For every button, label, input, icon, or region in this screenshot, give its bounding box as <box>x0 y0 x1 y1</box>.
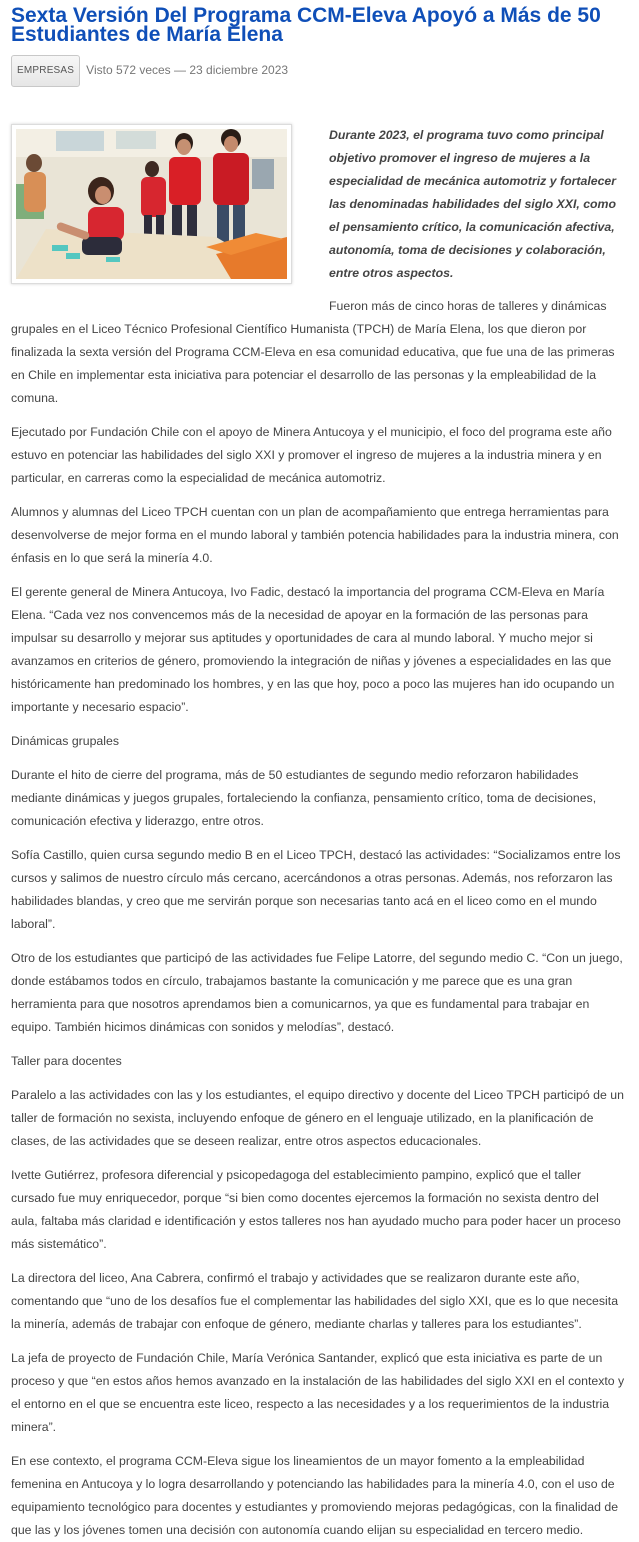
paragraph-4: El gerente general de Minera Antucoya, Ivo Fadic, destacó la importancia del programa CCM-Eleva en María Elena. “Cada vez nos convencemos más de la necesidad de apoyar en la formación de las personas para impulsar su desarrollo y mejorar sus aptitudes y oportunidades de cara al mundo laboral. Y mucho mejor si avanzamos en criterios de género, promoviendo la integración de niñas y jóvenes a especialidades en las que históricamente han predominado los hombres, y en las que hoy, poco a poco las mujeres han ido ocupando un importante y necesario espacio”. <box>11 585 615 714</box>
paragraph-9: Ivette Gutiérrez, profesora diferencial y psicopedagoga del establecimiento pampino, explicó que el taller cursado fue muy enriquecedor, porque “si bien como docentes ejercemos la formación no sexista dentro del aula, faltaba más claridad e identificación y estos talleres nos han ayudado mucho para poder hacer un proceso más sistemático”. <box>11 1168 621 1251</box>
paragraph-3: Alumnos y alumnas del Liceo TPCH cuentan con un plan de acompañamiento que entrega herramientas para desenvolverse de mejor forma en el mundo laboral y también potencia habilidades para la industria minera, con énfasis en lo que será la minería 4.0. <box>11 505 619 565</box>
paragraph-7: Otro de los estudiantes que participó de las actividades fue Felipe Latorre, del segundo medio C. “Con un juego, donde estábamos todos en círculo, trabajamos bastante la comunicación y me parece que es una gran herramienta para que nosotros aprendamos bien a comunicarnos, ya que es fundamental para trabajar en equipo. También hicimos dinámicas con sonidos y melodías”, destacó. <box>11 951 623 1034</box>
article-meta <box>11 55 628 87</box>
paragraph-6: Sofía Castillo, quien cursa segundo medio B en el Liceo TPCH, destacó las actividades: “Socializamos entre los cursos y salimos de nuestro círculo más cercano, acercándonos a otras personas. Además, nos reforzaron las habilidades blandas, y creo que me servirán porque son necesarias tanto acá en el liceo como en el mundo laboral”. <box>11 848 621 931</box>
paragraph-5: Durante el hito de cierre del programa, más de 50 estudiantes de segundo medio reforzaron habilidades mediante dinámicas y juegos grupales, fortaleciendo la confianza, pensamiento crítico, toma de decisiones, comunicación efectiva y liderazgo, entre otros. <box>11 768 597 828</box>
paragraph-8: Paralelo a las actividades con las y los estudiantes, el equipo directivo y docente del Liceo TPCH participó de un taller de formación no sexista, incluyendo enfoque de género en el lenguaje utilizado, en la planificación de clases, de las actividades que se deseen realizar, entre otros aspectos educacionales. <box>11 1088 624 1148</box>
category-tag-button[interactable]: EMPRESAS <box>11 55 80 87</box>
views-and-date: Visto 572 veces — 23 diciembre 2023 <box>86 63 289 77</box>
paragraph-1: Fueron más de cinco horas de talleres y dinámicas grupales en el Liceo Técnico Profesional Científico Humanista (TPCH) de María Elena, los que dieron por finalizada la sexta versión del Programa CCM-Eleva en esa comunidad educativa, que fue una de las primeras en Chile en implementar esta iniciativa para potenciar el desarrollo de las personas y la empleabilidad de la comuna. <box>11 299 615 405</box>
paragraph-2: Ejecutado por Fundación Chile con el apoyo de Minera Antucoya y el municipio, el foco del programa este año estuvo en potenciar las habilidades del siglo XXI y promover el ingreso de mujeres a la industria minera y en particular, en carreras como la especialidad de mecánica automotriz. <box>11 425 612 485</box>
paragraph-12: En ese contexto, el programa CCM-Eleva sigue los lineamientos de un mayor fomento a la empleabilidad femenina en Antucoya y lo logra desarrollando y potenciando las habilidades para la minería 4.0, con el uso de equipamiento tecnológico para docentes y estudiantes y promoviendo mejoras pedagógicas, con la finalidad de que las y los jóvenes tomen una decisión con autonomía cuando elijan su especialidad en tercero medio. <box>11 1454 619 1537</box>
section-heading-taller: Taller para docentes <box>11 1054 122 1068</box>
article-lead: Durante 2023, el programa tuvo como principal objetivo promover el ingreso de mujeres a la especialidad de mecánica automotriz y fortalecer las denominadas habilidades del siglo XXI, como el pensamiento crítico, la comunicación afectiva, autonomía, toma de decisiones y colaboración, entre otros aspectos. <box>329 128 617 280</box>
section-heading-dinamicas: Dinámicas grupales <box>11 734 119 748</box>
article-title: Sexta Versión Del Programa CCM-Eleva Apoyó a Más de 50 Estudiantes de María Elena <box>11 4 601 46</box>
paragraph-10: La directora del liceo, Ana Cabrera, confirmó el trabajo y actividades que se realizaron durante este año, comentando que “uno de los desafíos fue el complementar las habilidades del siglo XXI, que es lo que necesita la minería, además de trabajar con enfoque de género, mediante charlas y talleres para los estudiantes”. <box>11 1271 619 1331</box>
students-workshop-photo <box>16 129 287 279</box>
article-photo <box>11 124 292 284</box>
paragraph-11: La jefa de proyecto de Fundación Chile, María Verónica Santander, explicó que esta iniciativa es parte de un proceso y que “en estos años hemos avanzado en la instalación de las habilidades del siglo XXI en el contexto y el entorno en el que se encuentra este liceo, respecto a las necesidades y a los requerimientos de la industria minera”. <box>11 1351 625 1434</box>
intro-block <box>11 124 628 294</box>
